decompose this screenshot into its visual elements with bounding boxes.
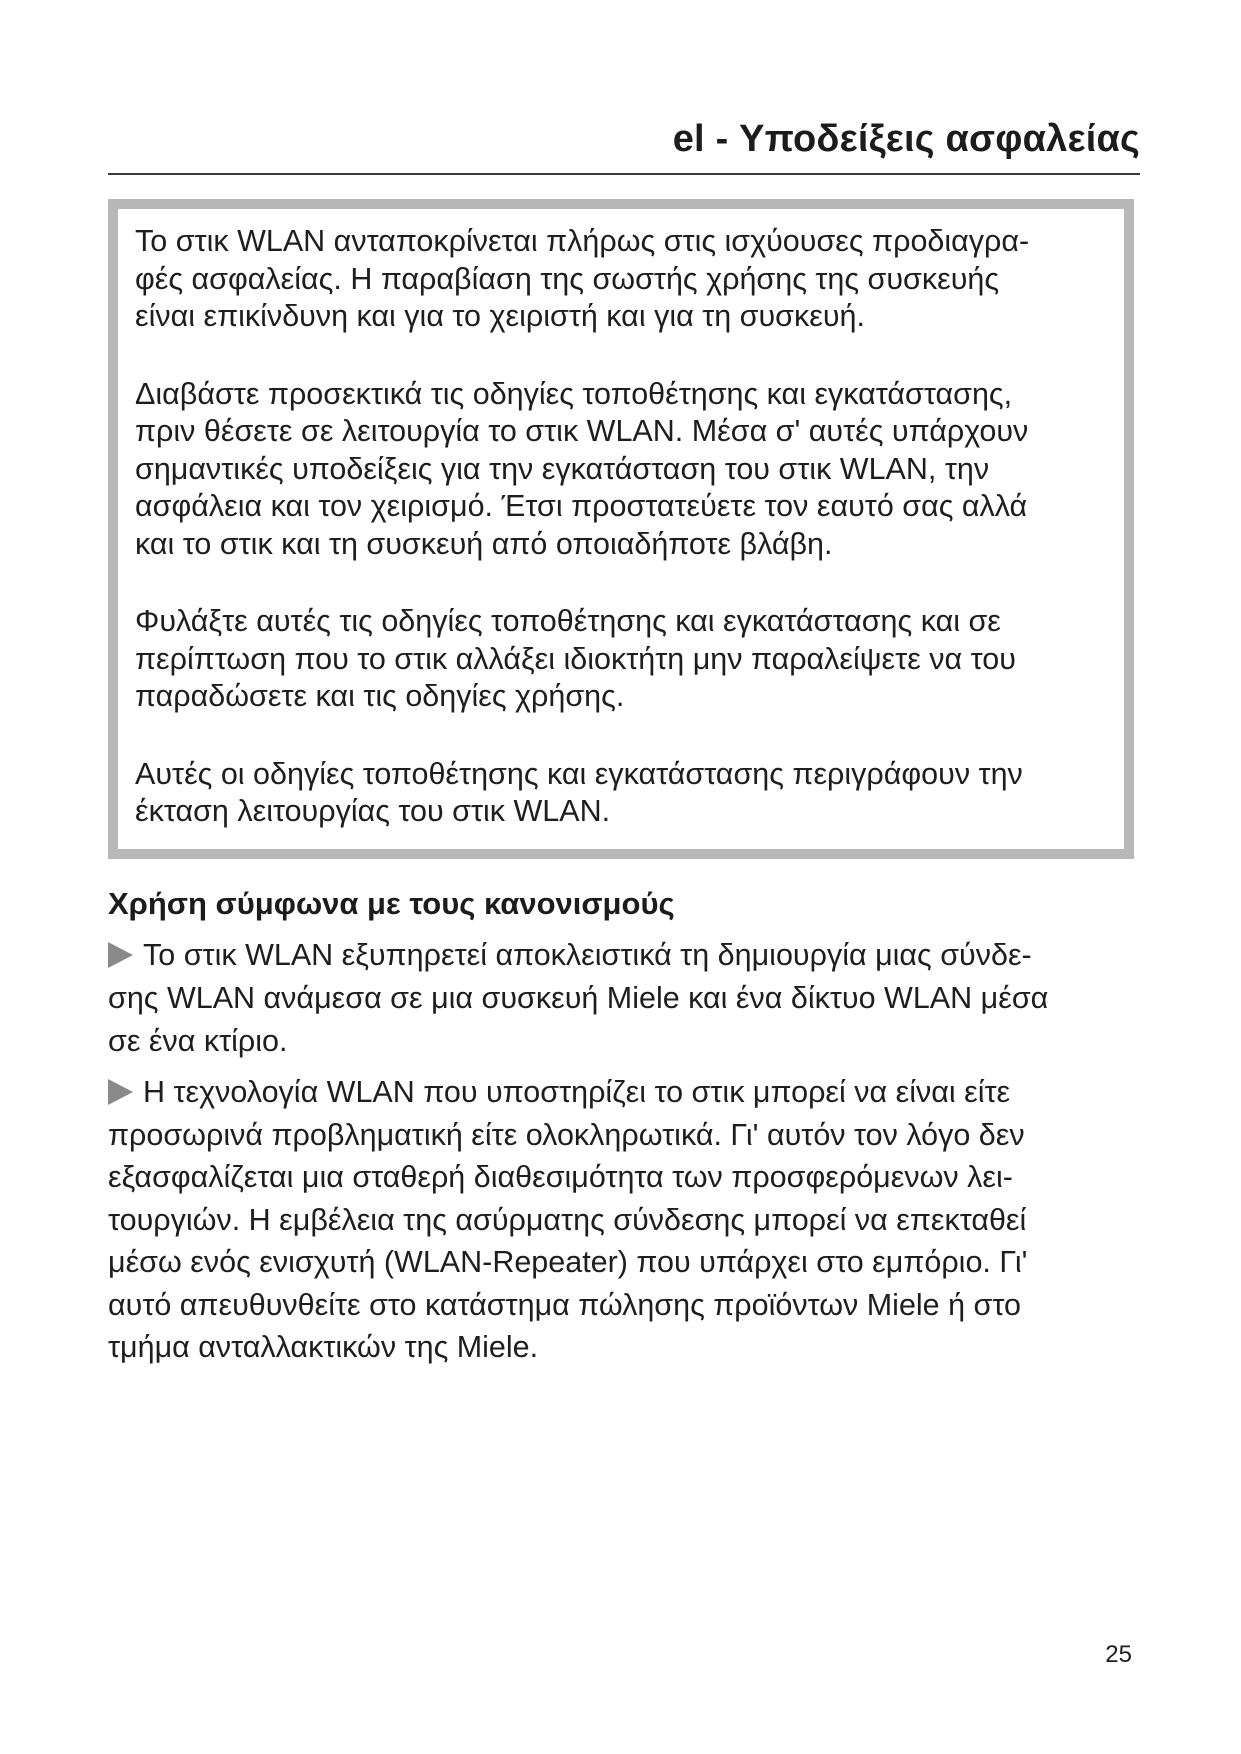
text-line: Το στικ WLAN εξυπηρετεί αποκλειστικά τη δημιουργία μιας σύνδε- [143, 938, 1032, 972]
page-header-title: el - Υποδείξεις ασφαλείας [672, 118, 1140, 160]
text-line: Φυλάξτε αυτές τις οδηγίες τοποθέτησης και εγκατάστασης και σε [135, 604, 1001, 638]
text-line: αυτό απευθυνθείτε στο κατάστημα πώλησης προϊόντων Miele ή στο [108, 1287, 1021, 1322]
text-line: εξασφαλίζεται μια σταθερή διαθεσιμότητα των προσφερόμενων λει- [108, 1160, 1013, 1194]
triangle-right-icon [108, 1079, 133, 1105]
text-line: πριν θέσετε σε λειτουργία το στικ WLAN. Μέσα σ' αυτές υπάρχουν [135, 414, 1029, 448]
warning-paragraph-3 [135, 603, 1118, 716]
text-line: προσωρινά προβληματική είτε ολοκληρωτικά. Γι' αυτόν τον λόγο δεν [108, 1117, 1025, 1152]
warning-paragraph-2 [135, 376, 1118, 564]
text-line: σημαντικές υποδείξεις για την εγκατάσταση του στικ WLAN, την [135, 451, 990, 486]
text-line: παραδώσετε και τις οδηγίες χρήσης. [135, 679, 625, 713]
text-line: τουργιών. Η εμβέλεια της ασύρματης σύνδεσης μπορεί να επεκταθεί [108, 1202, 1027, 1237]
bullet-item-1 [108, 934, 1148, 1063]
warning-paragraph-1 [135, 223, 1118, 336]
text-line: Διαβάστε προσεκτικά τις οδηγίες τοποθέτησης και εγκατάστασης, [135, 376, 1013, 411]
text-line: έκταση λειτουργίας του στικ WLAN. [135, 794, 611, 828]
header-divider [108, 173, 1140, 175]
safety-warning-box [108, 199, 1134, 859]
section-heading: Χρήση σύμφωνα με τους κανονισμούς [108, 886, 675, 921]
text-line: ασφάλεια και τον χειρισμό. Έτσι προστατεύετε τον εαυτό σας αλλά [135, 489, 1028, 523]
bullet-first-line [108, 934, 1148, 977]
text-line: σε ένα κτίριο. [108, 1024, 288, 1058]
warning-paragraph-4 [135, 756, 1118, 831]
text-line: μέσω ενός ενισχυτή (WLAN-Repeater) που υπάρχει στο εμπόριο. Γι' [108, 1245, 1028, 1279]
bullet-item-2 [108, 1071, 1148, 1369]
text-line: σης WLAN ανάμεσα σε μια συσκευή Miele και ένα δίκτυο WLAN μέσα [108, 981, 1049, 1015]
text-line: Αυτές οι οδηγίες τοποθέτησης και εγκατάστασης περιγράφουν την [135, 756, 1023, 791]
text-line: και το στικ και τη συσκευή από οποιαδήποτε βλάβη. [135, 526, 833, 561]
page-number: 25 [1105, 1641, 1132, 1668]
text-line: περίπτωση που το στικ αλλάξει ιδιοκτήτη μην παραλείψετε να του [135, 641, 1016, 676]
text-line: είναι επικίνδυνη και για το χειριστή και για τη συσκευή. [135, 299, 865, 333]
triangle-right-icon [108, 942, 133, 968]
text-line: τμήμα ανταλλακτικών της Miele. [108, 1330, 539, 1364]
text-line: Η τεχνολογία WLAN που υποστηρίζει το στικ μπορεί να είναι είτε [143, 1075, 1011, 1109]
text-line: Το στικ WLAN ανταποκρίνεται πλήρως στις ισχύουσες προδιαγρα- [135, 224, 1030, 258]
bullet-first-line [108, 1071, 1148, 1114]
text-line: φές ασφαλείας. Η παραβίαση της σωστής χρήσης της συσκευής [135, 261, 1000, 296]
